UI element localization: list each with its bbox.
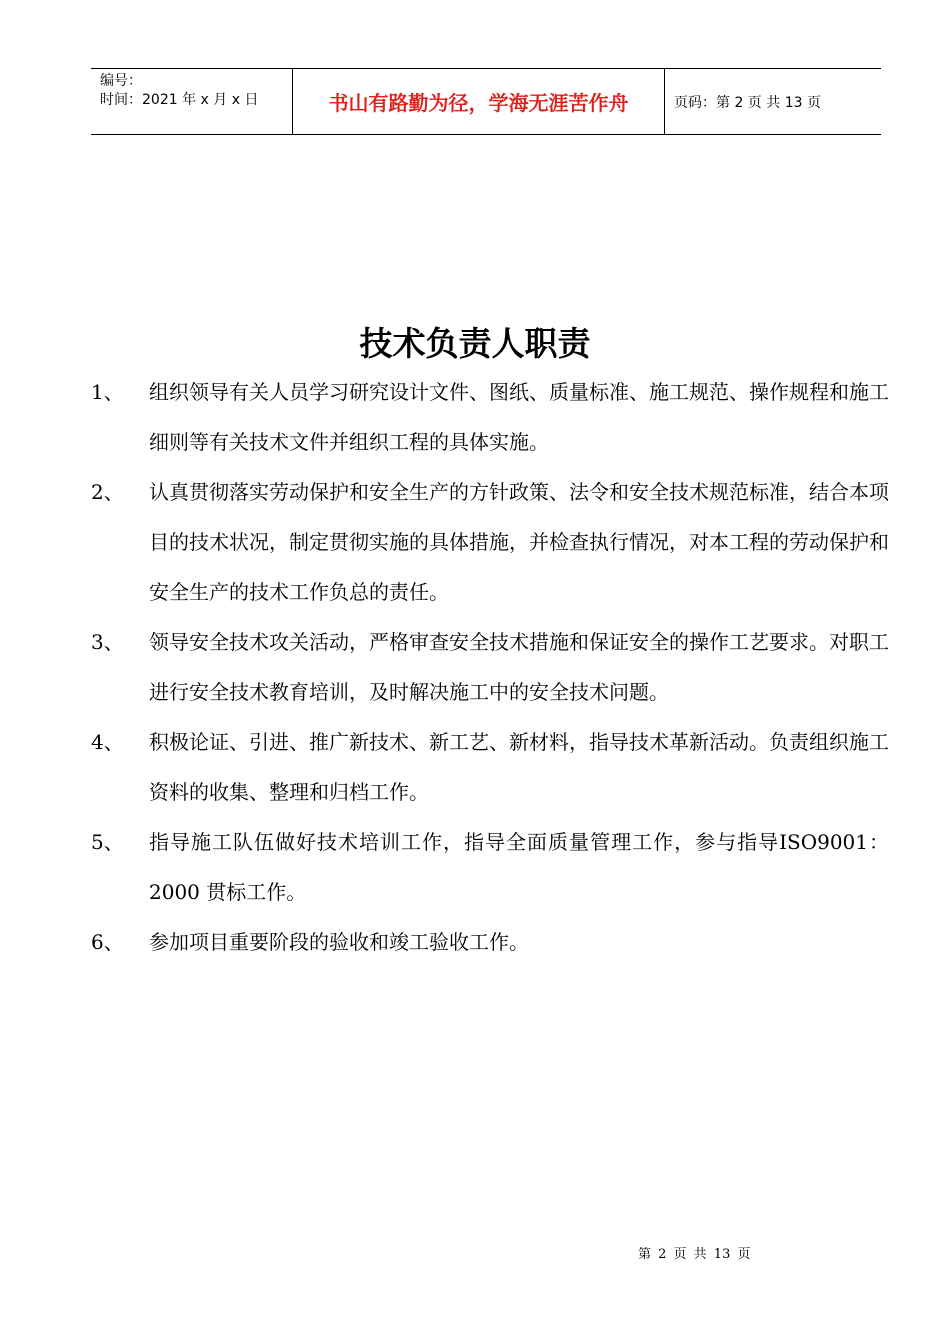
list-item-number: 6、	[91, 930, 124, 954]
list-item	[91, 817, 891, 917]
page-header	[91, 68, 881, 135]
document-title: 技术负责人职责	[359, 324, 591, 363]
list-item	[91, 467, 891, 617]
page-footer: 第 2 页 共 13 页	[638, 1247, 751, 1262]
list-item	[91, 917, 891, 967]
document-number-label: 编号：	[100, 73, 142, 89]
header-motto: 书山有路勤为径，学海无涯苦作舟	[328, 91, 629, 115]
list-item-text: 领导安全技术攻关活动，严格审查安全技术措施和保证安全的操作工艺要求。对职工进行安全技术教育培训，及时解决施工中的安全技术问题。	[149, 630, 889, 704]
document-date-label: 时间：2021 年 x 月 x 日	[100, 92, 259, 108]
list-item	[91, 617, 891, 717]
list-item	[91, 717, 891, 817]
list-item-number: 4、	[91, 730, 124, 754]
list-item-number: 3、	[91, 630, 124, 654]
list-item-text: 认真贯彻落实劳动保护和安全生产的方针政策、法令和安全技术规范标准，结合本项目的技术状况，制定贯彻实施的具体措施，并检查执行情况，对本工程的劳动保护和安全生产的技术工作负总的责任。	[149, 480, 889, 604]
header-motto-cell	[293, 69, 665, 134]
duty-list	[91, 367, 891, 967]
list-item-text: 组织领导有关人员学习研究设计文件、图纸、质量标准、施工规范、操作规程和施工细则等有关技术文件并组织工程的具体实施。	[149, 380, 889, 454]
list-item-number: 5、	[91, 830, 124, 854]
list-item-text: 指导施工队伍做好技术培训工作，指导全面质量管理工作，参与指导ISO9001：2000 贯标工作。	[149, 830, 889, 904]
list-item-number: 1、	[91, 380, 124, 404]
list-item-text: 参加项目重要阶段的验收和竣工验收工作。	[149, 930, 529, 954]
header-meta-cell	[91, 69, 293, 134]
list-item-number: 2、	[91, 480, 124, 504]
list-item	[91, 367, 891, 467]
header-page-number: 页码：第 2 页 共 13 页	[674, 94, 821, 111]
header-page-cell	[665, 69, 881, 134]
list-item-text: 积极论证、引进、推广新技术、新工艺、新材料，指导技术革新活动。负责组织施工资料的收集、整理和归档工作。	[149, 730, 889, 804]
